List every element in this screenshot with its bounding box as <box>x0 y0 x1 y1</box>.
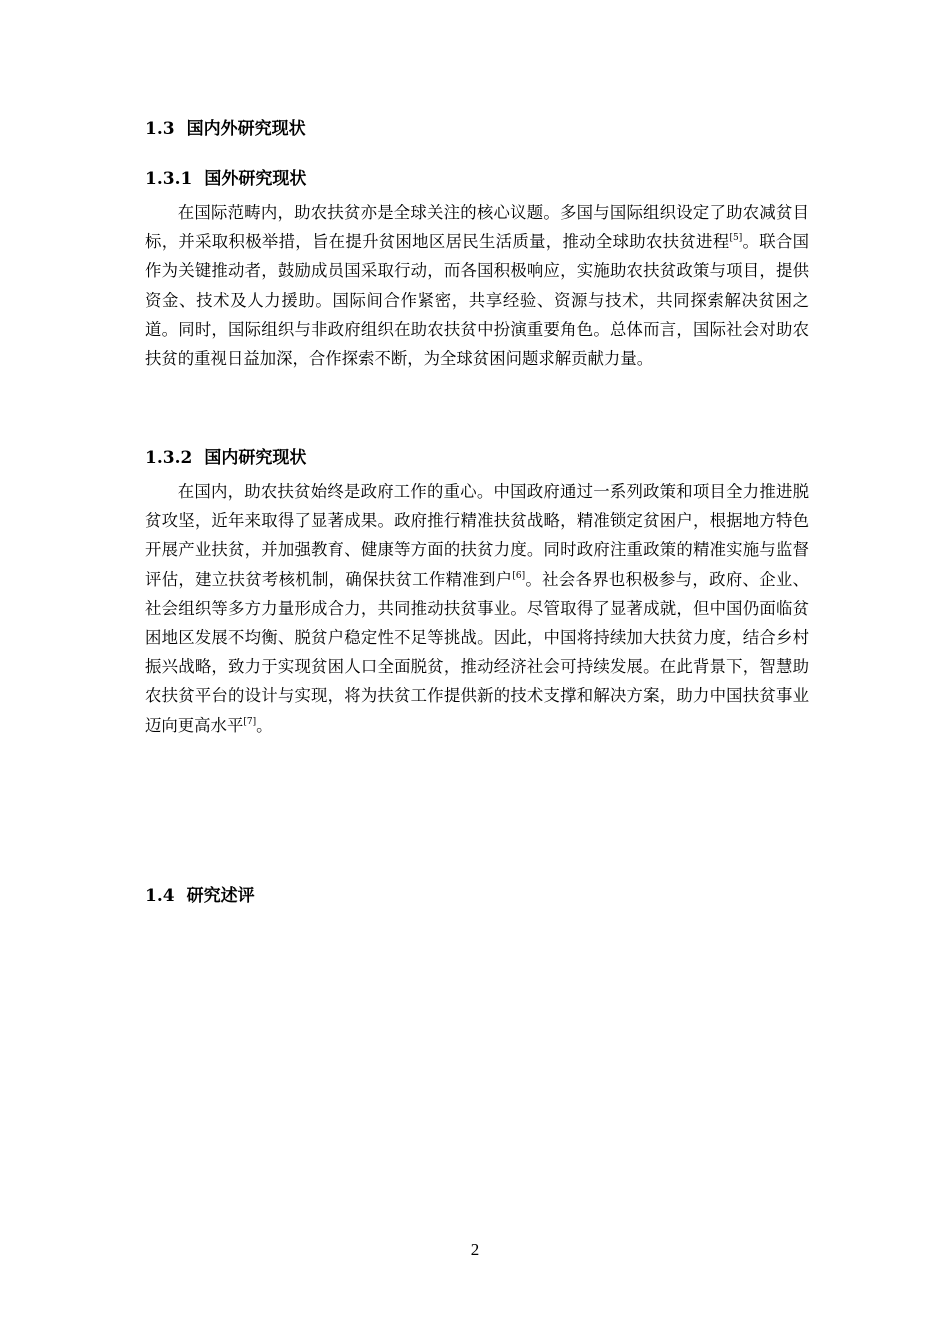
subsection-heading-1-3-2 <box>145 446 306 470</box>
section-title: 国内外研究现状 <box>186 119 306 139</box>
paragraph-text: 。社会各界也积极参与，政府、企业、社会组织等多方力量形成合力，共同推动扶贫事业。尽管取得了显著成就，但中国仍面临贫困地区发展不均衡、脱贫户稳定性不足等挑战。因此，中国将持续加大扶贫力度，结合乡村振兴战略，致力于实现贫困人口全面脱贫，推动经济社会可持续发展。在此背景下，智慧助农扶贫平台的设计与实现，将为扶贫工作提供新的技术支撑和解决方案，助力中国扶贫事业迈向更高水平 <box>145 569 810 735</box>
subsection-heading-1-3-1 <box>145 167 306 191</box>
citation-5: [5] <box>729 233 743 244</box>
paragraph-foreign-research <box>145 198 809 373</box>
subsection-title: 国外研究现状 <box>204 169 307 189</box>
section-number: 1.4 <box>145 886 175 906</box>
citation-7: [7] <box>243 716 257 727</box>
paragraph-domestic-research <box>145 477 809 740</box>
page-number: 2 <box>470 1240 480 1259</box>
subsection-title: 国内研究现状 <box>204 448 307 468</box>
paragraph-text: 在国际范畴内，助农扶贫亦是全球关注的核心议题。多国与国际组织设定了助农减贫目标，并采取积极举措，旨在提升贫困地区居民生活质量，推动全球助农扶贫进程 <box>145 203 809 252</box>
section-number: 1.3 <box>145 119 175 139</box>
subsection-number: 1.3.1 <box>145 169 193 189</box>
paragraph-text: 。 <box>256 715 273 735</box>
paragraph-text: 。联合国作为关键推动者，鼓励成员国采取行动，而各国积极响应，实施助农扶贫政策与项目，提供资金、技术及人力援助。国际间合作紧密，共享经验、资源与技术，共同探索解决贫困之道。同时，国际组织与非政府组织在助农扶贫中扮演重要角色。总体而言，国际社会对助农扶贫的重视日益加深，合作探索不断，为全球贫困问题求解贡献力量。 <box>145 232 809 369</box>
citation-6: [6] <box>512 570 526 581</box>
section-title: 研究述评 <box>186 886 255 906</box>
subsection-number: 1.3.2 <box>145 448 193 468</box>
section-heading-1-3 <box>145 117 306 141</box>
paragraph-text: 在国内，助农扶贫始终是政府工作的重心。中国政府通过一系列政策和项目全力推进脱贫攻坚，近年来取得了显著成果。政府推行精准扶贫战略，精准锁定贫困户，根据地方特色开展产业扶贫，并加强教育、健康等方面的扶贫力度。同时政府注重政策的精准实施与监督评估，建立扶贫考核机制，确保扶贫工作精准到户 <box>145 482 809 589</box>
section-heading-1-4 <box>145 884 255 908</box>
